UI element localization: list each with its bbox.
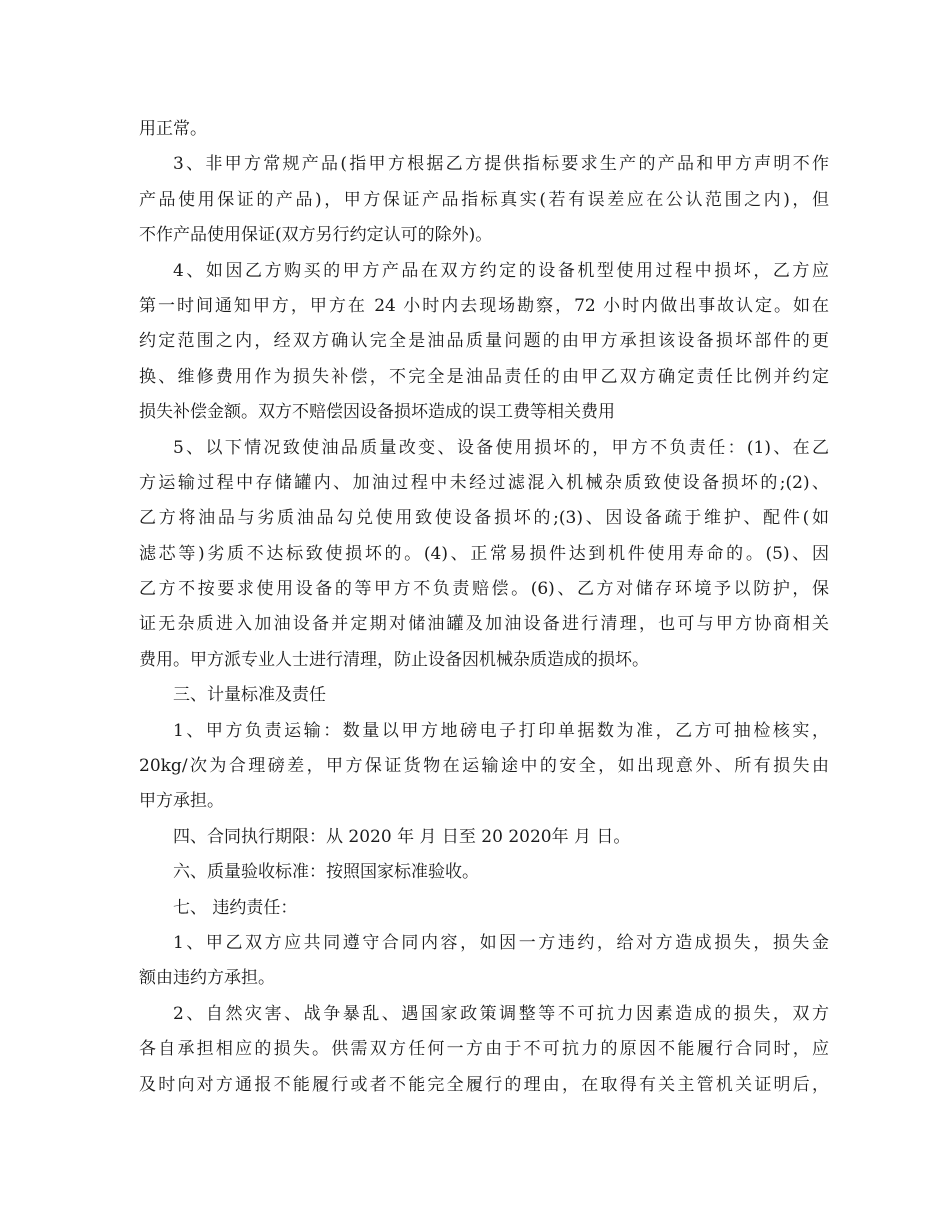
text-line: 滤芯等)劣质不达标致使损坏的。(4)、正常易损件达到机件使用寿命的。(5)、因 bbox=[139, 543, 829, 564]
text-line: 1、甲乙双方应共同遵守合同内容，如因一方违约，给对方造成损失，损失金 bbox=[173, 932, 829, 953]
section-heading: 四、合同执行期限：从 2020 年 月 日至 20 2020年 月 日。 bbox=[173, 826, 631, 847]
text-line: 乙方将油品与劣质油品勾兑使用致使设备损坏的;(3)、因设备疏于维护、配件(如 bbox=[139, 508, 829, 529]
section-heading: 六、质量验收标准：按照国家标准验收。 bbox=[173, 862, 479, 883]
text-line: 不作产品使用保证(双方另行约定认可的除外)。 bbox=[139, 225, 493, 246]
text-line: 2、自然灾害、战争暴乱、遇国家政策调整等不可抗力因素造成的损失，双方 bbox=[173, 1003, 829, 1024]
text-line: 各自承担相应的损失。供需双方任何一方由于不可抗力的原因不能履行合同时，应 bbox=[139, 1039, 829, 1060]
text-line: 5、以下情况致使油品质量改变、设备使用损坏的，甲方不负责任：(1)、在乙 bbox=[173, 437, 829, 458]
text-line: 换、维修费用作为损失补偿，不完全是油品责任的由甲乙双方确定责任比例并约定 bbox=[139, 366, 829, 387]
text-line: 4、如因乙方购买的甲方产品在双方约定的设备机型使用过程中损坏，乙方应 bbox=[173, 260, 829, 281]
text-line: 用正常。 bbox=[139, 119, 207, 139]
text-line: 产品使用保证的产品)，甲方保证产品指标真实(若有误差应在公认范围之内)，但 bbox=[139, 189, 829, 210]
text-line: 额由违约方承担。 bbox=[139, 968, 275, 989]
section-heading: 七、 违约责任： bbox=[173, 897, 298, 918]
section-heading: 三、计量标准及责任 bbox=[173, 685, 326, 706]
text-line: 乙方不按要求使用设备的等甲方不负责赔偿。(6)、乙方对储存环境予以防护，保 bbox=[139, 579, 829, 600]
text-line: 方运输过程中存储罐内、加油过程中未经过滤混入机械杂质致使设备损坏的;(2)、 bbox=[139, 472, 829, 493]
text-line: 20kg/次为合理磅差，甲方保证货物在运输途中的安全，如出现意外、所有损失由 bbox=[139, 756, 829, 777]
text-line: 证无杂质进入加油设备并定期对储油罐及加油设备进行清理，也可与甲方协商相关 bbox=[139, 614, 829, 635]
text-line: 及时向对方通报不能履行或者不能完全履行的理由，在取得有关主管机关证明后， bbox=[139, 1074, 829, 1095]
text-line: 3、非甲方常规产品(指甲方根据乙方提供指标要求生产的产品和甲方声明不作 bbox=[173, 154, 829, 175]
contract-body-text bbox=[139, 112, 829, 1103]
text-line: 约定范围之内，经双方确认完全是油品质量问题的由甲方承担该设备损坏部件的更 bbox=[139, 331, 829, 352]
text-line: 甲方承担。 bbox=[139, 791, 224, 812]
text-line: 1、甲方负责运输：数量以甲方地磅电子打印单据数为准，乙方可抽检核实， bbox=[173, 720, 829, 741]
text-line: 第一时间通知甲方，甲方在 24 小时内去现场勘察，72 小时内做出事故认定。如在 bbox=[139, 295, 829, 316]
text-line: 损失补偿金额。双方不赔偿因设备损坏造成的误工费等相关费用 bbox=[139, 402, 615, 423]
text-line: 费用。甲方派专业人士进行清理，防止设备因机械杂质造成的损坏。 bbox=[139, 649, 649, 670]
